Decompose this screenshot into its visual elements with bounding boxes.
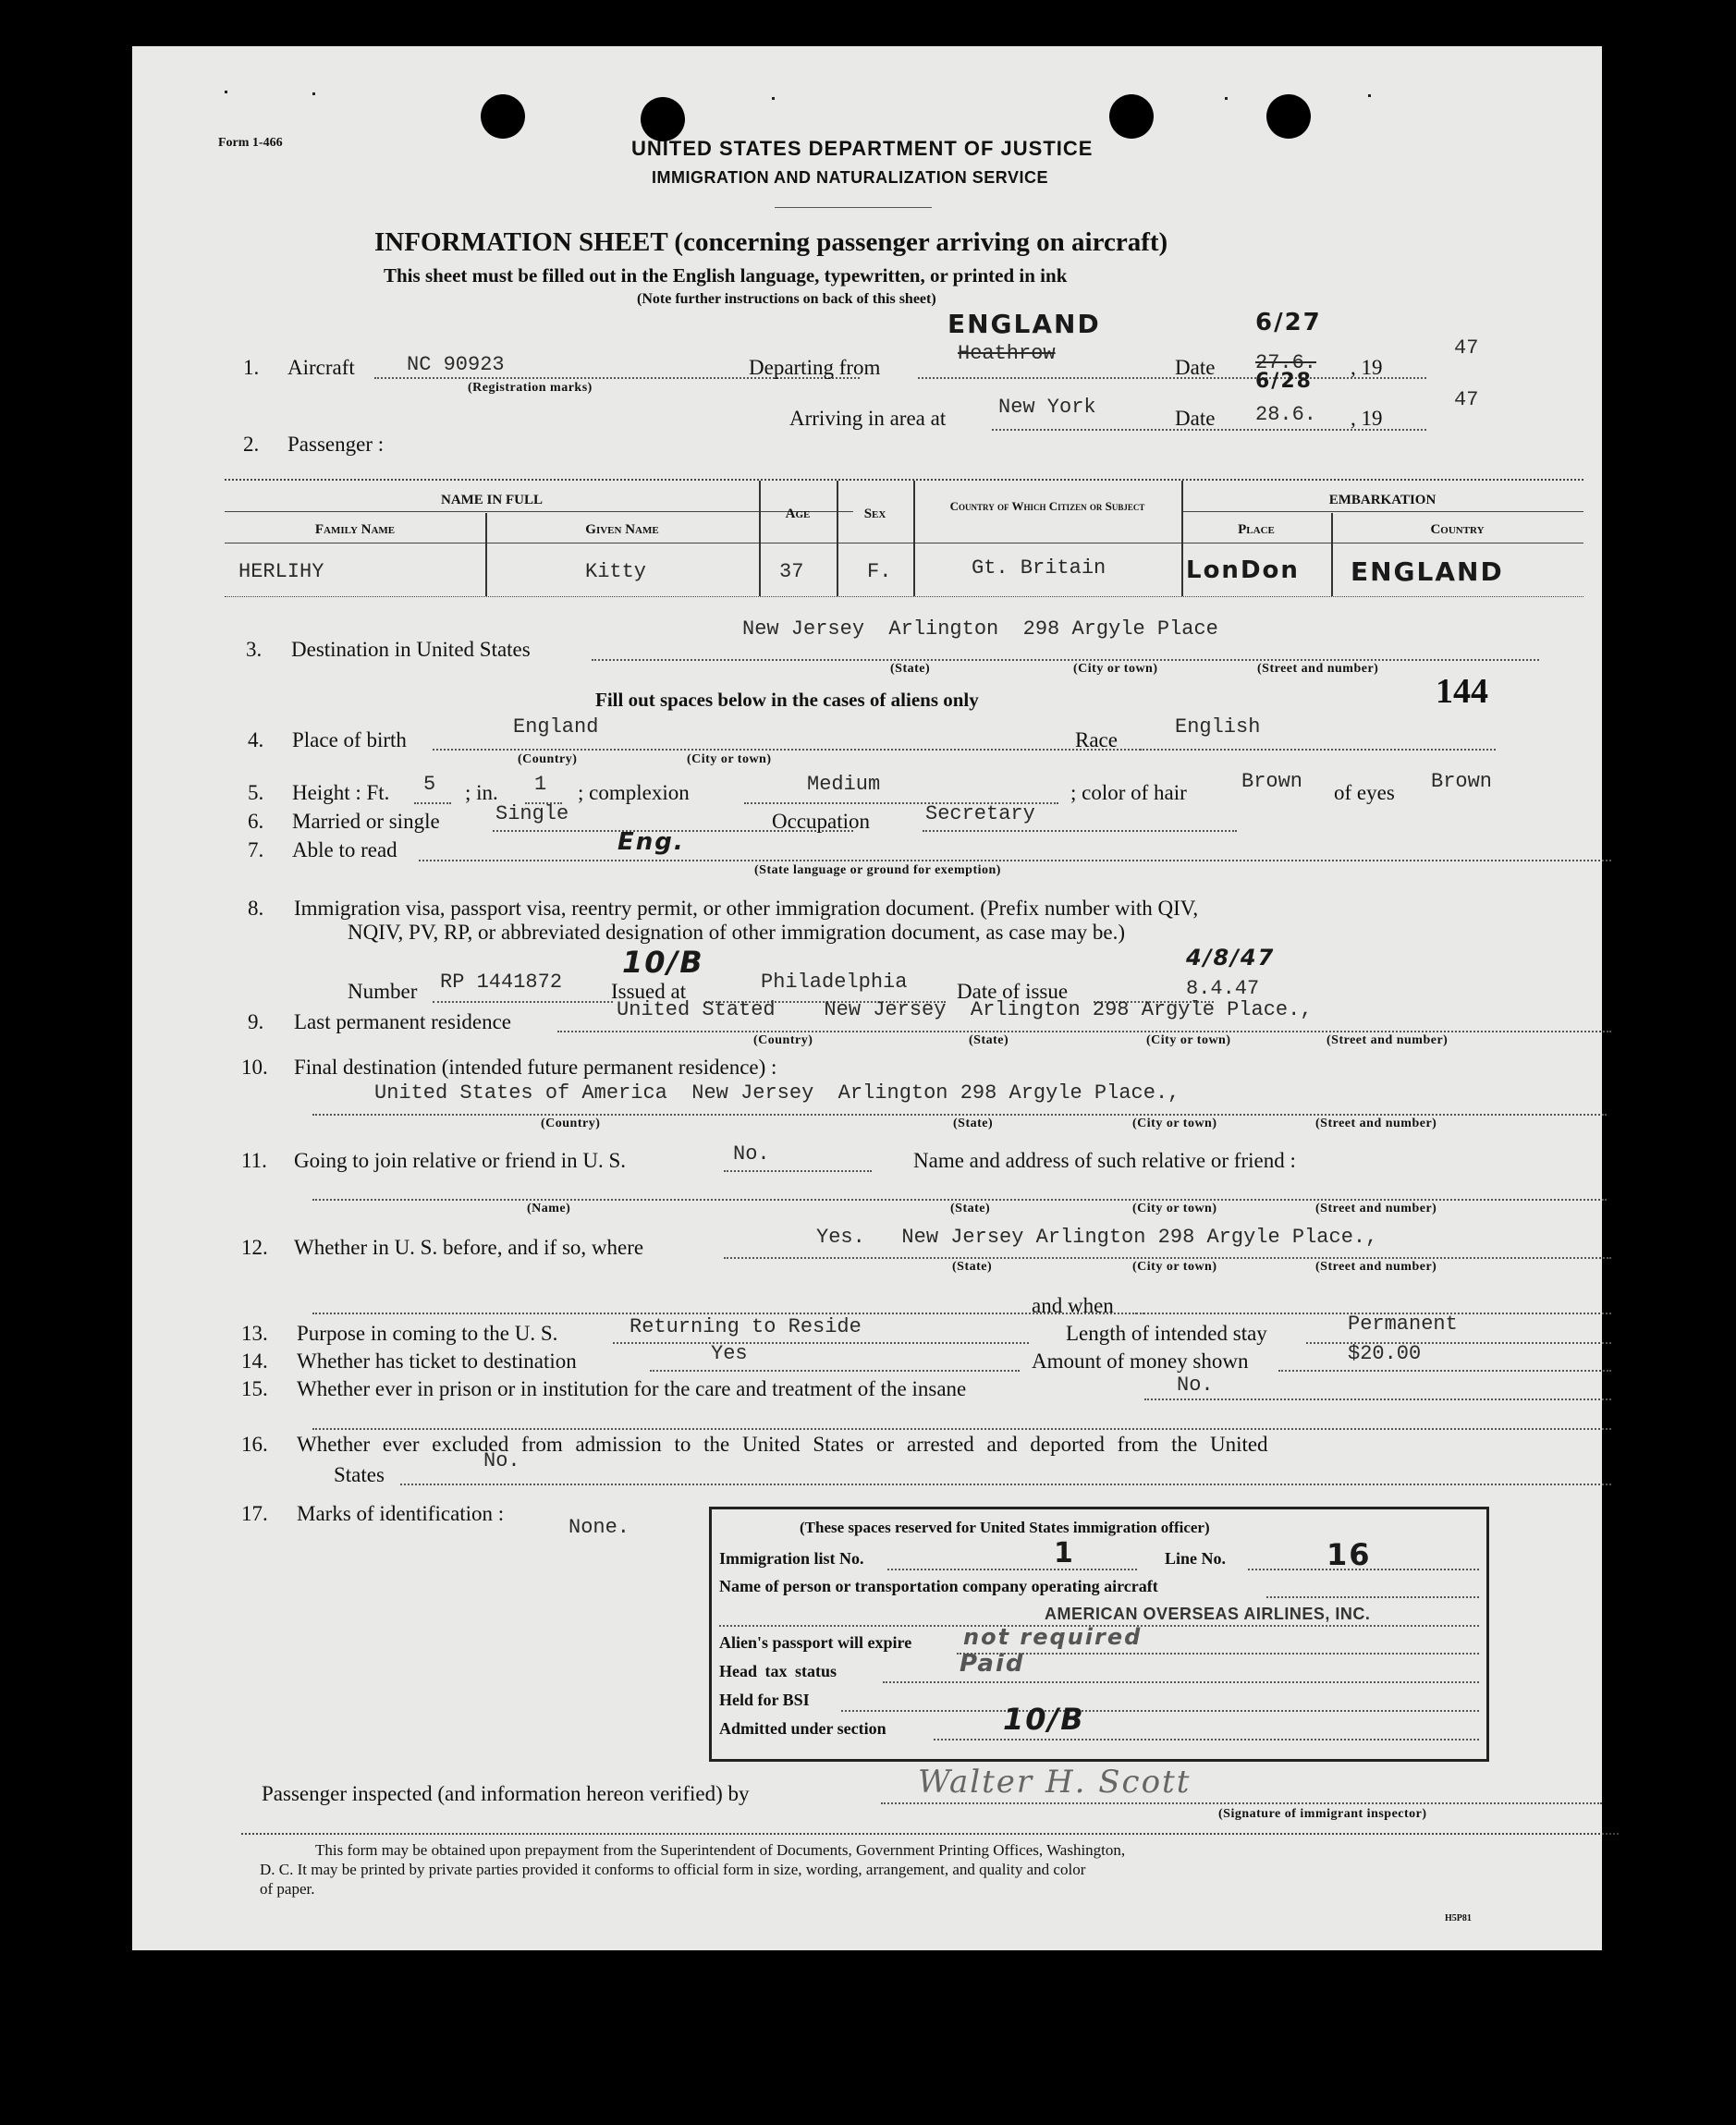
given-name-header: Given Name bbox=[585, 522, 659, 537]
immigration-list-value: 1 bbox=[1054, 1537, 1075, 1569]
marital-value[interactable]: Single bbox=[495, 802, 569, 825]
document-line1: Immigration visa, passport visa, reentry permit, or other immigration document. (Prefix number with QIV, bbox=[294, 897, 1199, 920]
marks-label: Marks of identification : bbox=[297, 1502, 505, 1525]
eye-color-value[interactable]: Brown bbox=[1431, 770, 1493, 793]
ticket-value[interactable]: Yes bbox=[711, 1342, 748, 1365]
aliens-heading: Fill out spaces below in the cases of aliens only bbox=[595, 689, 979, 711]
marks-value[interactable]: None. bbox=[568, 1516, 630, 1539]
destination-value[interactable]: New Jersey Arlington 298 Argyle Place bbox=[742, 617, 1218, 641]
final-destination-label: Final destination (intended future permanent residence) : bbox=[294, 1056, 777, 1079]
race-label: Race bbox=[1075, 728, 1118, 751]
in-us-before-label: Whether in U. S. before, and if so, where bbox=[294, 1236, 644, 1259]
doc-number-value[interactable]: RP 1441872 bbox=[440, 971, 563, 994]
service-heading: IMMIGRATION AND NATURALIZATION SERVICE bbox=[652, 168, 1048, 187]
age-value[interactable]: 37 bbox=[779, 560, 804, 583]
join-relative-label: Going to join relative or friend in U. S. bbox=[294, 1149, 626, 1172]
last-residence-label: Last permanent residence bbox=[294, 1010, 511, 1033]
issued-at-value[interactable]: Philadelphia bbox=[761, 971, 908, 994]
arrival-date-handwritten: 6/28 bbox=[1255, 370, 1313, 393]
footer-code: H5P81 bbox=[1445, 1913, 1472, 1923]
line-number-value: 16 bbox=[1326, 1537, 1372, 1572]
purpose-label: Purpose in coming to the U. S. bbox=[297, 1322, 558, 1345]
form-sheet: Form 1-466 UNITED STATES DEPARTMENT OF JUSTICE IMMIGRATION AND NATURALIZATION SERVICE INFORMATION SHEET (concerning passenger arriving on aircraft) This sheet must be filled out in the English language, typewritten, or printed in ink (Note further instructions on back of this sheet) 1. Aircraft NC 90923 (Registration marks) Departing from Heathrow ENGLAND Date 27.6. 6/27 , 19 47 Arriving in area at New York Date 28.6. 6/28 , 19 47 2. Passenger : NAME IN FULL Family Name Given Name Age Sex Country of Which Citizen or Subject EMBARKATION Place Country HERLIHY Kitty 37 F. Gt. Britain LonDon ENGLAND 3. Destination in United States New Jersey Arlington 298 Argyle Place (State) (City or town) (Street and number) Fill out spaces below in the cases of aliens only 144 4. Place of birth England (Country) (City or town) Race English 5. Height : Ft. 5 ; in. 1 ; complexion Medium ; color of hair Brown of eyes Brown 6. Married or single Single Occupation Secretary 7. Able to read Eng. (State language or ground for exemption) 8. Immigration visa, passport visa, reentry permit, or other immigration document. (Prefix number with QIV, NQIV, PV, RP, or abbreviated designation of other immigration document, as case may be.) Number RP 1441872 10/B Issued at Philadelphia Date of issue 8.4.47 4/8/47 9. Last permanent residence United Stated New Jersey Arlington 298 Argyle Place., (Country) (State) (City or town) (Street and number) 10. Final destination (intended future permanent residence) : United States of America New Jersey Arlington 298 Argyle Place., (Country) (State) (City or town) (Street and number) 11. Going to join relative or friend in U. S. No. Name and address of such relative or friend : (Name) (State) (City or town) (Street and number) 12. Whether in U. S. before, and if so, where Yes. New Jersey Arlington 298 Argyle Place., (State) (City or town) (Street and number) and when 13. Purpose in coming to the U. S. Returning to Reside Length of intended stay Permanent 14. Whether has ticket to destination Yes Amount of money shown $20.00 15. Whether ever in prison or in institution for the care and treatment of the insane No. 16. Whether ever excluded from admission to the United States or arrested and deported from the United States No. 17. Marks of identification : None. (These spaces reserved for United States immigration officer) Immigration list No. 1 Line No. 16 Name of person or transportation company operating aircraft AMERICAN OVERSEAS AIRLINES, INC. Alien's passport will expire not required Head tax status Paid Held for BSI Admitted under section 10/B Passenger inspected (and information hereon verified) by Walter H. Scott (Signature of immigrant inspector) This form may be obtained upon prepayment from the Superintendent of Documents, Government Printing Offices, Washington, D. C. It may be printed by private parties provided it conforms to official form in size, wording, arrangement, and quality and color of paper. H5P81 bbox=[132, 46, 1602, 1950]
in-us-before-value[interactable]: Yes. New Jersey Arlington 298 Argyle Place., bbox=[816, 1226, 1378, 1249]
embark-place-value: LonDon bbox=[1186, 556, 1300, 584]
marital-label: Married or single bbox=[292, 810, 440, 833]
able-to-read-value: Eng. bbox=[617, 828, 685, 856]
occupation-label: Occupation bbox=[772, 810, 871, 833]
stay-value[interactable]: Permanent bbox=[1348, 1313, 1458, 1336]
height-inches[interactable]: 1 bbox=[534, 773, 547, 796]
join-relative-value[interactable]: No. bbox=[733, 1142, 770, 1166]
footer-line2: D. C. It may be printed by private parties provided it conforms to official form in size, wording, arrangement, and quality and color bbox=[260, 1861, 1086, 1878]
hair-color-value[interactable]: Brown bbox=[1241, 770, 1303, 793]
last-residence-value[interactable]: United Stated New Jersey Arlington 298 Argyle Place., bbox=[617, 998, 1313, 1021]
passenger-label: Passenger : bbox=[287, 433, 385, 456]
head-tax-value: Paid bbox=[960, 1650, 1025, 1678]
footer-line3: of paper. bbox=[260, 1880, 315, 1898]
able-to-read-label: Able to read bbox=[292, 838, 397, 861]
document-line2: NQIV, PV, RP, or abbreviated designation of other immigration document, as case may be.) bbox=[348, 921, 1126, 944]
admitted-section-value: 10/B bbox=[1003, 1702, 1085, 1737]
birthplace-value[interactable]: England bbox=[513, 715, 599, 739]
departing-from-handwritten: ENGLAND bbox=[947, 309, 1101, 339]
department-heading: UNITED STATES DEPARTMENT OF JUSTICE bbox=[631, 137, 1094, 160]
departing-from-typed[interactable]: Heathrow bbox=[958, 342, 1056, 365]
family-name-value[interactable]: HERLIHY bbox=[238, 560, 324, 583]
embark-country-header: Country bbox=[1430, 522, 1485, 537]
excluded-value[interactable]: No. bbox=[483, 1449, 520, 1472]
excluded-label: Whether ever excluded from admission to the United States or arrested and deported from the United bbox=[297, 1433, 1268, 1456]
punch-hole-3 bbox=[1109, 94, 1154, 139]
punch-hole-2 bbox=[641, 97, 685, 141]
given-name-value[interactable]: Kitty bbox=[585, 560, 647, 583]
sex-value[interactable]: F. bbox=[867, 560, 892, 583]
money-value[interactable]: $20.00 bbox=[1348, 1342, 1422, 1365]
destination-label: Destination in United States bbox=[291, 638, 531, 661]
height-feet[interactable]: 5 bbox=[423, 773, 436, 796]
prison-label: Whether ever in prison or in institution for the care and treatment of the insane bbox=[297, 1377, 967, 1400]
airline-stamp: AMERICAN OVERSEAS AIRLINES, INC. bbox=[1045, 1605, 1371, 1623]
departure-date-typed[interactable]: 27.6. bbox=[1255, 351, 1317, 374]
complexion-value[interactable]: Medium bbox=[807, 773, 881, 796]
page-subtitle: This sheet must be filled out in the English language, typewritten, or printed in ink bbox=[384, 264, 1068, 287]
citizen-value[interactable]: Gt. Britain bbox=[972, 556, 1106, 580]
inspector-signature: Walter H. Scott bbox=[918, 1764, 1192, 1801]
officer-box-heading: (These spaces reserved for United States immigration officer) bbox=[800, 1519, 1210, 1536]
footer-line1: This form may be obtained upon prepayment from the Superintendent of Documents, Government Printing Offices, Washington, bbox=[315, 1841, 1126, 1859]
aircraft-registration[interactable]: NC 90923 bbox=[407, 353, 505, 376]
page-title: INFORMATION SHEET (concerning passenger arriving on aircraft) bbox=[374, 227, 1168, 257]
name-in-full-header: NAME IN FULL bbox=[440, 493, 543, 507]
issue-date-handwritten: 4/8/47 bbox=[1186, 945, 1276, 971]
occupation-value[interactable]: Secretary bbox=[925, 802, 1035, 825]
inspected-label: Passenger inspected (and information hereon verified) by bbox=[262, 1782, 750, 1805]
final-destination-value[interactable]: United States of America New Jersey Arlington 298 Argyle Place., bbox=[374, 1081, 1180, 1105]
passport-expire-value: not required bbox=[963, 1624, 1143, 1650]
doc-section-handwritten: 10/B bbox=[622, 945, 704, 980]
embarkation-header: EMBARKATION bbox=[1328, 493, 1436, 507]
officer-reserved-box: (These spaces reserved for United States immigration officer) Immigration list No. 1 Line No. 16 Name of person or transportation company operating aircraft AMERICAN OVERSEAS AIRLINES, INC. Alien's passport will expire not required Head tax status Paid Held for BSI Admitted under section 10/B bbox=[709, 1507, 1489, 1762]
ticket-label: Whether has ticket to destination bbox=[297, 1349, 577, 1373]
departure-date-handwritten: 6/27 bbox=[1255, 309, 1322, 336]
instructions-note: (Note further instructions on back of this sheet) bbox=[637, 291, 936, 307]
embark-place-header: Place bbox=[1238, 522, 1275, 537]
punch-hole-4 bbox=[1266, 94, 1311, 139]
punch-hole-1 bbox=[481, 94, 525, 139]
aircraft-label: Aircraft bbox=[287, 356, 355, 379]
doc-number-label: Number bbox=[348, 980, 418, 1003]
embark-country-value: ENGLAND bbox=[1351, 556, 1504, 587]
citizen-header: Country of Which Citizen or Subject bbox=[949, 499, 1145, 513]
issue-date-typed[interactable]: 8.4.47 bbox=[1186, 977, 1260, 1000]
purpose-value[interactable]: Returning to Reside bbox=[630, 1315, 862, 1338]
stamped-number: 144 bbox=[1436, 672, 1488, 711]
birthplace-label: Place of birth bbox=[292, 728, 407, 751]
form-number: Form 1-466 bbox=[218, 136, 283, 150]
sex-header: Sex bbox=[863, 507, 886, 521]
age-header: Age bbox=[785, 507, 811, 521]
arriving-at[interactable]: New York bbox=[998, 396, 1096, 419]
family-name-header: Family Name bbox=[314, 522, 396, 537]
arrival-date-typed[interactable]: 28.6. bbox=[1255, 403, 1317, 426]
prison-value[interactable]: No. bbox=[1177, 1374, 1214, 1397]
race-value[interactable]: English bbox=[1175, 715, 1261, 739]
